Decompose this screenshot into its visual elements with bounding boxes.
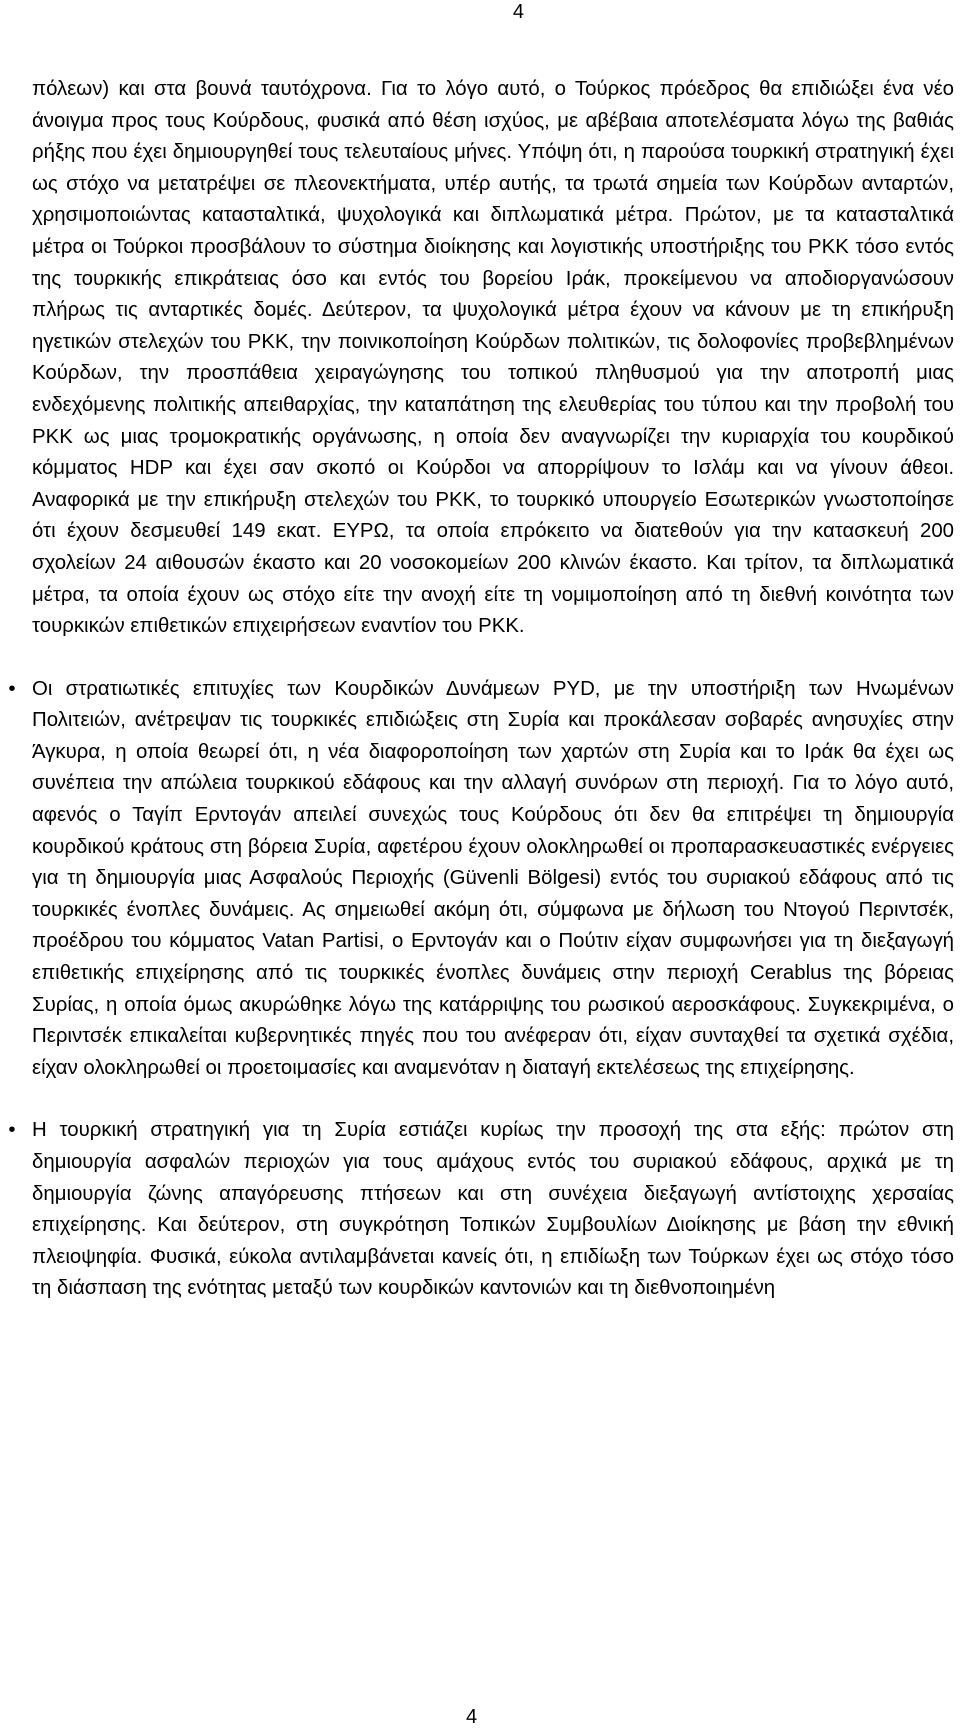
page-number-top: 4 (512, 1, 524, 23)
bullet-item-1 (8, 674, 954, 1085)
bullet-icon: • (8, 677, 16, 700)
bullet-text: Οι στρατιωτικές επιτυχίες των Κουρδικών Δυνάμεων PYD, με την υποστήριξη των Ηνωμένων Πολιτειών, ανέτρεψαν τις τουρκικές επιδιώξεις στη Συρία και προκάλεσαν σοβαρές ανησυχίες στην Άγκυρα, η οποία θεωρεί ότι, η νέα διαφοροποίηση των χαρτών στη Συρία και το Ιράκ θα έχει ως συνέπεια την απώλεια τουρκικού εδάφους και την αλλαγή συνόρων στη περιοχή. Για το λόγο αυτό, αφενός ο Ταγίπ Ερντογάν απειλεί συνεχώς τους Κούρδους ότι δεν θα επιτρέψει τη δημιουργία κουρδικού κράτους στη βόρεια Συρία, αφετέρου έχουν ολοκληρωθεί οι προπαρασκευαστικές ενέργειες για τη δημιουργία μιας Ασφαλούς Περιοχής (Güvenli Bölgesi) εντός του συριακού εδάφους από τις τουρκικές ένοπλες δυνάμεις. Ας σημειωθεί ακόμη ότι, σύμφωνα με δήλωση του Ντογού Περιντσέκ, προέδρου του κόμματος Vatan Partisi, ο Ερντογάν και ο Πούτιν είχαν συμφωνήσει για τη διεξαγωγή επιθετικής επιχείρησης από τις τουρκικές ένοπλες δυνάμεις στην περιοχή Cerablus της βόρειας Συρίας, η οποία όμως ακυρώθηκε λόγω της κατάρριψης του ρωσικού αεροσκάφους. Συγκεκριμένα, ο Περιντσέκ επικαλείται κυβερνητικές πηγές που του ανέφεραν ότι, είχαν συνταχθεί τα σχετικά σχέδια, είχαν ολοκληρωθεί οι προετοιμασίες και αναμενόταν η διαταγή εκτελέσεως της επιχείρησης. (32, 677, 954, 1079)
page-number-bottom: 4 (466, 1706, 478, 1728)
bullet-item-2 (8, 1115, 954, 1305)
document-body (8, 74, 954, 1305)
bullet-icon: • (8, 1119, 16, 1142)
body-paragraph: πόλεων) και στα βουνά ταυτόχρονα. Για το λόγο αυτό, ο Τούρκος πρόεδρος θα επιδιώξει ένα νέο άνοιγμα προς τους Κούρδους, φυσικά από θέση ισχύος, με αβέβαια αποτελέσματα λόγω της βαθιάς ρήξης που έχει δημιουργηθεί τους τελευταίους μήνες. Υπόψη ότι, η παρούσα τουρκική στρατηγική έχει ως στόχο να μετατρέψει σε πλεονεκτήματα, υπέρ αυτής, τα τρωτά σημεία των Κούρδων ανταρτών, χρησιμοποιώντας κατασταλτικά, ψυχολογικά και διπλωματικά μέτρα. Πρώτον, με τα κατασταλτικά μέτρα οι Τούρκοι προσβάλουν το σύστημα διοίκησης και λογιστικής υποστήριξης του PKK τόσο εντός της τουρκικής επικράτειας όσο και εντός του βορείου Ιράκ, προκείμενου να αποδιοργανώσουν πλήρως τις ανταρτικές δομές. Δεύτερον, τα ψυχολογικά μέτρα έχουν να κάνουν με τη επικήρυξη ηγετικών στελεχών του PKK, την ποινικοποίηση Κούρδων πολιτικών, τις δολοφονίες προβεβλημένων Κούρδων, την προσπάθεια χειραγώγησης του τοπικού πληθυσμού για την αποτροπή μιας ενδεχόμενης πολιτικής απειθαρχίας, την καταπάτηση της ελευθερίας του τύπου και την προβολή του PKK ως μιας τρομοκρατικής οργάνωσης, η οποία δεν αναγνωρίζει την κυριαρχία του κουρδικού κόμματος HDP και έχει σαν σκοπό οι Κούρδοι να απορρίψουν το Ισλάμ και να γίνουν άθεοι. Αναφορικά με την επικήρυξη στελεχών του PKK, το τουρκικό υπουργείο Εσωτερικών γνωστοποίησε ότι έχουν δεσμευθεί 149 εκατ. ΕΥΡΩ, τα οποία επρόκειτο να διατεθούν για την κατασκευή 200 σχολείων 24 αιθουσών έκαστο και 20 νοσοκομείων 200 κλινών έκαστο. Και τρίτον, τα διπλωματικά μέτρα, τα οποία έχουν ως στόχο είτε την ανοχή είτε τη νομιμοποίηση από τη διεθνή κοινότητα των τουρκικών επιθετικών επιχειρήσεων εναντίον του PKK. (32, 78, 954, 638)
bullet-text: Η τουρκική στρατηγική για τη Συρία εστιάζει κυρίως την προσοχή της στα εξής: πρώτον στη δημιουργία ασφαλών περιοχών για τους αμάχους εντός του συριακού εδάφους, αρχικά με τη δημιουργία ζώνης απαγόρευσης πτήσεων και στη συνέχεια διεξαγωγή αντίστοιχης χερσαίας επιχείρησης. Και δεύτερον, στη συγκρότηση Τοπικών Συμβουλίων Διοίκησης με βάση την εθνική πλειοψηφία. Φυσικά, εύκολα αντιλαμβάνεται κανείς ότι, η επιδίωξη των Τούρκων έχει ως στόχο τόσο τη διάσπαση της ενότητας μεταξύ των κουρδικών καντονιών και τη διεθνοποιημένη (32, 1119, 954, 1300)
